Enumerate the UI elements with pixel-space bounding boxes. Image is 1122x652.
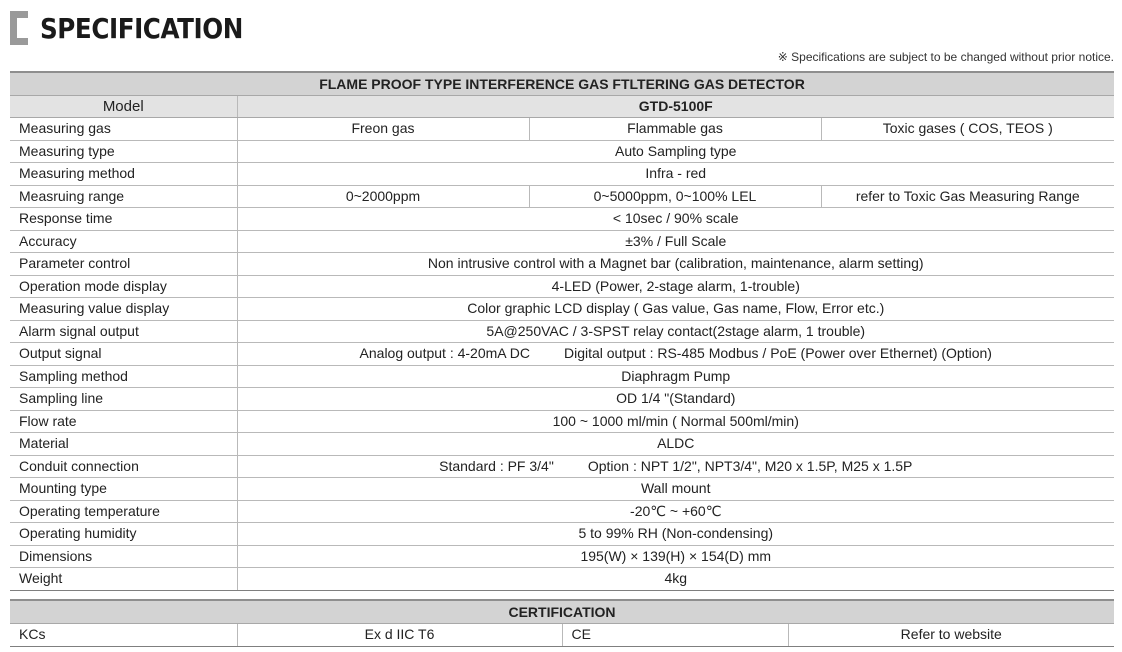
- table-row: [10, 455, 1114, 478]
- row-label: Measuring gas: [10, 118, 237, 141]
- row-label: Operation mode display: [10, 275, 237, 298]
- spec-banner: FLAME PROOF TYPE INTERFERENCE GAS FTLTERING GAS DETECTOR: [10, 72, 1114, 96]
- row-label: Output signal: [10, 343, 237, 366]
- model-label: Model: [10, 96, 237, 118]
- row-label: Sampling line: [10, 388, 237, 411]
- notice-text: ※ Specifications are subject to be changed without prior notice.: [777, 50, 1114, 64]
- row-label: Flow rate: [10, 410, 237, 433]
- cell-value: 0~2000ppm: [237, 185, 529, 208]
- row-label: Measuring value display: [10, 298, 237, 321]
- ce-label: CE: [562, 624, 788, 647]
- row-label: Mounting type: [10, 478, 237, 501]
- table-row: [10, 208, 1114, 231]
- row-label: KCs: [10, 624, 237, 647]
- row-label: Alarm signal output: [10, 320, 237, 343]
- table-row: [10, 253, 1114, 276]
- table-row: [10, 275, 1114, 298]
- spec-banner-row: [10, 72, 1114, 96]
- row-label: Measuring type: [10, 140, 237, 163]
- cell-value: Wall mount: [237, 478, 1114, 501]
- cell-value: -20℃ ~ +60℃: [237, 500, 1114, 523]
- model-row: [10, 96, 1114, 118]
- table-row: [10, 365, 1114, 388]
- row-label: Material: [10, 433, 237, 456]
- ce-value: Refer to website: [788, 624, 1114, 647]
- table-row: [10, 343, 1114, 366]
- cell-value: 4-LED (Power, 2-stage alarm, 1-trouble): [237, 275, 1114, 298]
- table-row: [10, 140, 1114, 163]
- table-row: [10, 433, 1114, 456]
- digital-output-text: Digital output : RS-485 Modbus / PoE (Power over Ethernet) (Option): [563, 345, 992, 361]
- title-bracket-icon: [10, 11, 28, 45]
- row-label: Weight: [10, 568, 237, 591]
- certification-table: [10, 599, 1114, 647]
- page-title: SPECIFICATION: [40, 11, 243, 45]
- cell-value: 5 to 99% RH (Non-condensing): [237, 523, 1114, 546]
- conduit-standard-text: Standard : PF 3/4": [439, 457, 554, 474]
- specification-table: [10, 71, 1114, 591]
- cell-value: < 10sec / 90% scale: [237, 208, 1114, 231]
- kcs-value: Ex d IIC T6: [237, 624, 562, 647]
- table-row: [10, 410, 1114, 433]
- cell-value: 195(W) × 139(H) × 154(D) mm: [237, 545, 1114, 568]
- row-label: Sampling method: [10, 365, 237, 388]
- analog-output-text: Analog output : 4-20mA DC: [359, 345, 530, 361]
- cell-value: OD 1/4 "(Standard): [237, 388, 1114, 411]
- table-row: [10, 118, 1114, 141]
- cell-value: ±3% / Full Scale: [237, 230, 1114, 253]
- table-row: [10, 298, 1114, 321]
- table-row: [10, 163, 1114, 186]
- conduit-option-text: Option : NPT 1/2", NPT3/4", M20 x 1.5P, M25 x 1.5P: [587, 457, 913, 474]
- table-row: [10, 624, 1114, 647]
- cell-value: Infra - red: [237, 163, 1114, 186]
- cell-value: 5A@250VAC / 3-SPST relay contact(2stage alarm, 1 trouble): [237, 320, 1114, 343]
- cell-value: ALDC: [237, 433, 1114, 456]
- cell-value: 0~5000ppm, 0~100% LEL: [529, 185, 821, 208]
- cell-value: Color graphic LCD display ( Gas value, Gas name, Flow, Error etc.): [237, 298, 1114, 321]
- cell-value: Flammable gas: [529, 118, 821, 141]
- table-row: [10, 500, 1114, 523]
- cell-value: 4kg: [237, 568, 1114, 591]
- cell-value: refer to Toxic Gas Measuring Range: [821, 185, 1114, 208]
- row-label: Accuracy: [10, 230, 237, 253]
- cell-value: 100 ~ 1000 ml/min ( Normal 500ml/min): [237, 410, 1114, 433]
- table-row: [10, 388, 1114, 411]
- row-label: Operating humidity: [10, 523, 237, 546]
- row-label: Response time: [10, 208, 237, 231]
- page-header: [10, 10, 271, 46]
- table-row: [10, 523, 1114, 546]
- cell-value: [237, 455, 1114, 478]
- cell-value: Non intrusive control with a Magnet bar (calibration, maintenance, alarm setting): [237, 253, 1114, 276]
- table-row: [10, 320, 1114, 343]
- table-row: [10, 230, 1114, 253]
- table-row: [10, 478, 1114, 501]
- row-label: Conduit connection: [10, 455, 237, 478]
- cert-banner-row: [10, 600, 1114, 624]
- table-row: [10, 568, 1114, 591]
- cell-value: Diaphragm Pump: [237, 365, 1114, 388]
- cell-value: Auto Sampling type: [237, 140, 1114, 163]
- table-row: [10, 185, 1114, 208]
- row-label: Measruing range: [10, 185, 237, 208]
- cell-value: Freon gas: [237, 118, 529, 141]
- cell-value: Toxic gases ( COS, TEOS ): [821, 118, 1114, 141]
- row-label: Dimensions: [10, 545, 237, 568]
- cell-value: [237, 343, 1114, 366]
- row-label: Measuring method: [10, 163, 237, 186]
- row-label: Parameter control: [10, 253, 237, 276]
- table-row: [10, 545, 1114, 568]
- model-value: GTD-5100F: [237, 96, 1114, 118]
- cert-banner: CERTIFICATION: [10, 600, 1114, 624]
- row-label: Operating temperature: [10, 500, 237, 523]
